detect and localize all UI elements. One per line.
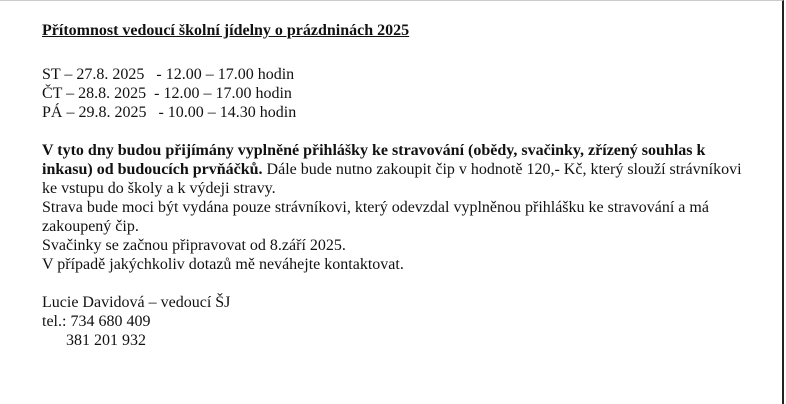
- info-paragraph: [42, 141, 742, 274]
- schedule-line-thursday: ČT – 28.8. 2025 - 12.00 – 17.00 hodin: [42, 85, 292, 102]
- food-eligibility-text: Strava bude moci být vydána pouze strávníkovi, který odevzdal vyplněnou přihlášku ke stravování a má zakoupený čip.: [42, 199, 709, 235]
- contact-name: Lucie Davidová – vedoucí ŠJ: [42, 294, 231, 311]
- schedule-line-wednesday: ST – 27.8. 2025 - 12.00 – 17.00 hodin: [42, 66, 295, 83]
- schedule-line-friday: PÁ – 29.8. 2025 - 10.00 – 14.30 hodin: [42, 104, 297, 121]
- contact-invite-text: V případě jakýchkoliv dotazů mě neváhejte kontaktovat.: [42, 256, 404, 273]
- contact-block: [42, 293, 742, 350]
- contact-phone-2: 381 201 932: [42, 332, 146, 349]
- applications-paragraph: [42, 141, 742, 198]
- document-content: [42, 21, 742, 350]
- schedule-list: [42, 65, 742, 122]
- contact-phone-1: tel.: 734 680 409: [42, 313, 151, 330]
- snacks-start-text: Svačinky se začnou připravovat od 8.září 2025.: [42, 237, 346, 254]
- document-title: Přítomnost vedoucí školní jídelny o prázdninách 2025: [42, 22, 410, 39]
- chip-purchase-text: Dále bude nutno zakoupit čip v hodnotě 120,- Kč, který slouží strávníkovi ke vstupu do školy a k výdeji stravy.: [42, 161, 742, 197]
- applications-bold-text: V tyto dny budou přijímány vyplněné přihlášky ke stravování (obědy, svačinky, zřízený souhlas k inkasu) od budoucích prvňáčků.: [42, 142, 706, 178]
